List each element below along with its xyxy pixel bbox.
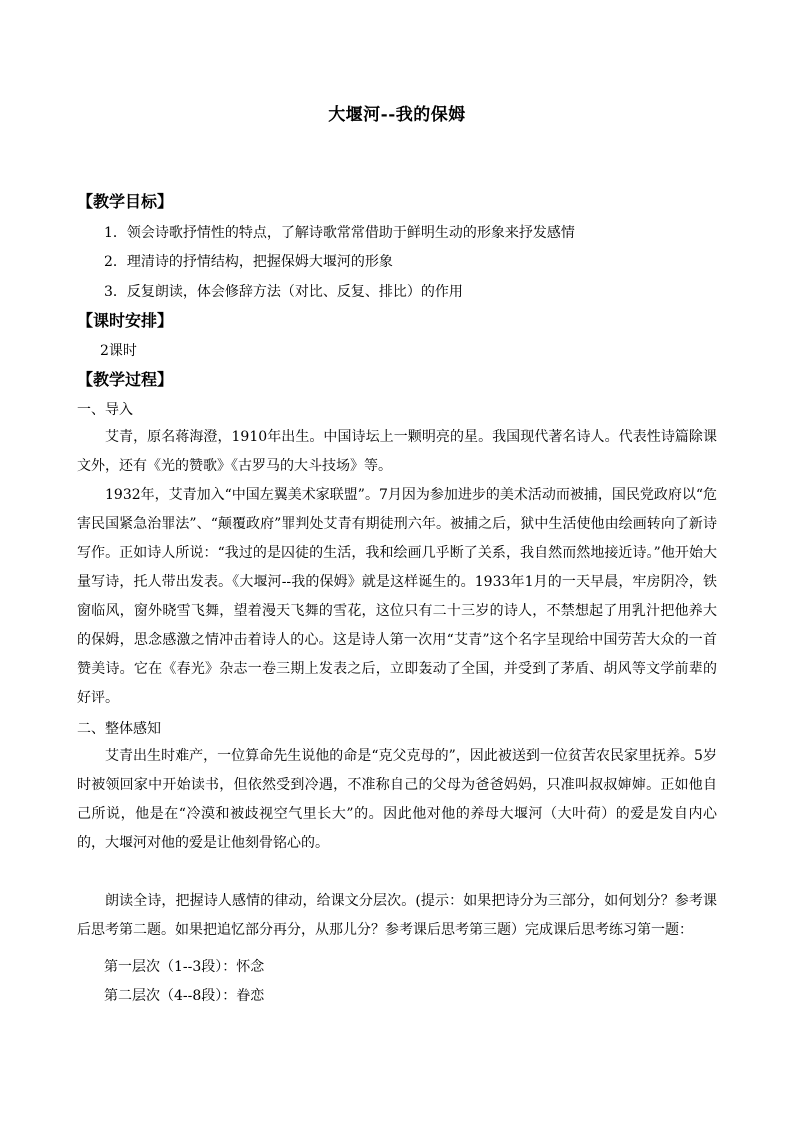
- part1-title: 一、导入: [77, 402, 133, 418]
- goal-item-3: 3．反复朗读，体会修辞方法（对比、反复、排比）的作用: [104, 284, 463, 300]
- goal-item-1: 1．领会诗歌抒情性的特点，了解诗歌常常借助于鲜明生动的形象来抒发感情: [104, 225, 575, 241]
- layer-2: 第二层次（4--8段）：眷恋: [104, 988, 265, 1004]
- goals-heading: 【教学目标】: [77, 192, 174, 211]
- part2-paragraph-1: 艾青出生时难产，一位算命先生说他的命是“克父克母的”，因此被送到一位贫苦农民家里抚养。5岁时被领回家中开始读书，但依然受到冷遇，不准称自己的父母为爸爸妈妈，只准叫叔叔婶婶。正如他自己所说，他是在“冷漠和被歧视空气里长大”的。因此他对他的养母大堰河（大叶荷）的爱是发自内心的，大堰河对他的爱是让他刻骨铭心的。: [77, 748, 717, 851]
- part1-paragraph-1: 艾青，原名蒋海澄，1910年出生。中国诗坛上一颗明亮的星。我国现代著名诗人。代表性诗篇除课文外，还有《光的赞歌》《古罗马的大斗技场》等。: [77, 429, 717, 474]
- goal-item-2: 2．理清诗的抒情结构，把握保姆大堰河的形象: [104, 254, 393, 270]
- page-title: 大堰河--我的保姆: [328, 105, 466, 125]
- part1-paragraph-2: 1932年，艾青加入“中国左翼美术家联盟”。7月因为参加进步的美术活动而被捕，国民党政府以“危害民国紧急治罪法”、“颠覆政府”罪判处艾青有期徒刑六年。被捕之后，狱中生活使他由绘画转向了新诗写作。正如诗人所说：“我过的是囚徒的生活，我和绘画几乎断了关系，我自然而然地接近诗。”他开始大量写诗，托人带出发表。《大堰河--我的保姆》就是这样诞生的。1933年1月的一天早晨，牢房阴冷，铁窗临风，窗外晓雪飞舞，望着漫天飞舞的雪花，这位只有二十三岁的诗人，不禁想起了用乳汁把他养大的保姆，思念感激之情冲击着诗人的心。这是诗人第一次用“艾青”这个名字呈现给中国劳苦大众的一首赞美诗。它在《春光》杂志一卷三期上发表之后，立即轰动了全国，并受到了茅盾、胡风等文学前辈的好评。: [77, 487, 718, 706]
- schedule-text: 2课时: [100, 343, 137, 359]
- part2-title: 二、整体感知: [77, 721, 161, 737]
- layer-1: 第一层次（1--3段）：怀念: [104, 959, 265, 975]
- process-heading: 【教学过程】: [77, 370, 174, 389]
- part2-paragraph-2: 朗读全诗，把握诗人感情的律动，给课文分层次。(提示：如果把诗分为三部分，如何划分？参考课后思考第二题。如果把追忆部分再分，从那儿分？参考课后思考第三题）完成课后思考练习第一题：: [77, 893, 717, 938]
- schedule-heading: 【课时安排】: [77, 311, 174, 330]
